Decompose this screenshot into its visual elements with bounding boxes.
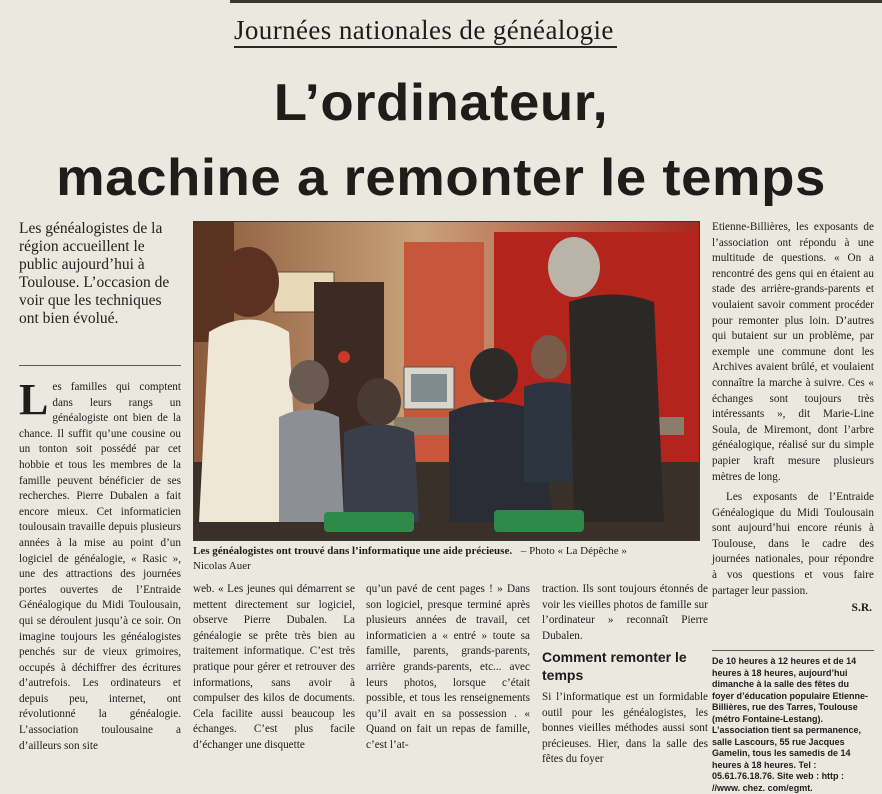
body-column-4: traction. Ils sont toujours étonnés de voir les vieilles photos de famille sur l’ordinateur » reconnaît Pierre Dubalen. (542, 583, 708, 642)
body-column-1 (19, 375, 181, 754)
lead-divider (19, 365, 181, 366)
drop-cap: L (19, 375, 49, 424)
lead-paragraph: Les généalogistes de la région accueillent le public aujourd’hui à Toulouse. L’occasion de voir que les techniques ont bien évolué. (19, 220, 170, 327)
kicker-title: Journées nationales de généalogie (234, 14, 617, 48)
headline-line-1: L’ordinateur, (273, 74, 609, 132)
photo-illustration (194, 222, 699, 540)
info-box: De 10 heures à 12 heures et de 14 heures à 18 heures, aujourd’hui dimanche à la salle des fêtes du foyer d’éducation populaire Etienne-Billières, rue des Tarres, Toulouse (métro Fontaine-Lestang). L’association tient sa permanence, salle Lascours, 55 rue Jacques Gamelin, tous les samedis de 14 heures à 18 heures. Tel : 05.61.76.18.76. Site web : http : //www. chez. com/egmt. (712, 656, 869, 793)
body-text-1: es familles qui comptent dans leurs rangs un généalogiste ont bien de la chance. Il suffit qu’une cousine ou un tonton soit possédé par cet hobbie et tous les membres de la famille peuvent bénéficier de ses recherches. Pierre Dubalen a fait encore mieux. Cet informaticien toulousain travaille depuis plusieurs années à la mise au point d’un logiciel de généalogie, « Rasic », une des attractions des journées portes ouvertes de l’Entraide Généalogique du Midi Toulousain, qui se déroulent jusqu’à ce soir. On imagine toujours les généalogistes penchés sur de vieux grimoires, occupés à déchiffrer des écritures d’autrefois. Les ordinateurs et depuis peu, internet, ont révolutionné la généalogie. L’association toulousaine a d’ailleurs son site (19, 381, 181, 752)
headline-line-2: machine a remonter le temps (56, 149, 826, 207)
photo-credit: Nicolas Auer (193, 560, 251, 572)
body-column-3: qu’un pavé de cent pages ! » Dans son logiciel, presque terminé après plusieurs années de travail, cet informaticien a « entré » toute sa famille, parents, grands-parents, arrière grands-parents, etc... avec leurs photos, lorsque c’était possible, et tous les renseignements qu’il avait en sa possession . « Quand on fait un repas de famille, c’est l’at- (366, 583, 530, 751)
author-signature: S.R. (851, 602, 872, 614)
body-column-4-continued: Si l’informatique est un formidable outil pour les généalogistes, les bonnes vieilles méthodes aussi sont précieuses. Hier, dans la salle des fêtes du foyer (542, 691, 708, 766)
body-column-2: web. « Les jeunes qui démarrent se mettent directement sur logiciel, observe Pierre Dubalen. La généalogie se prête très bien au traitement informatique. C’est très pratique pour gérer et retrouver des informations, sans avoir à compulser des kilos de documents. Cela facilite aussi beaucoup les échanges. C’est plus facile d’échanger une disquette (193, 583, 355, 751)
body-column-5: Etienne-Billières, les exposants de l’association ont répondu à une multitude de questions. « On a rencontré des gens qui en étaient au stade des arrière-grands-parents et voulaient savoir comment procéder pour remonter plus loin. D’autres qui butaient sur un problème, par exemple une commune dont les Archives avaient brûlé, et voulaient connaître la marche à suivre. Ces « échanges sont toujours très intéressants », dit Marie-Line Soula, de Miremont, dont l’arbre généalogique, réalisé sur du simple papier kraft mesure plusieurs mètres de long. (712, 221, 874, 483)
news-photo (193, 221, 700, 541)
photo-caption (193, 544, 698, 558)
caption-source: – Photo « La Dépêche » (520, 545, 627, 557)
body-column-5-closing: Les exposants de l’Entraide Généalogique du Midi Toulousain sont aujourd’hui encore réunis à Toulouse, dans le cadre des journées nationales, pour répondre à vos questions et vous faire partager leur passion. (712, 491, 874, 597)
top-rule (230, 0, 882, 3)
section-subhead: Comment remonter le temps (542, 649, 687, 683)
info-box-rule (712, 650, 874, 651)
caption-text: Les généalogistes ont trouvé dans l’informatique une aide précieuse. (193, 545, 513, 557)
